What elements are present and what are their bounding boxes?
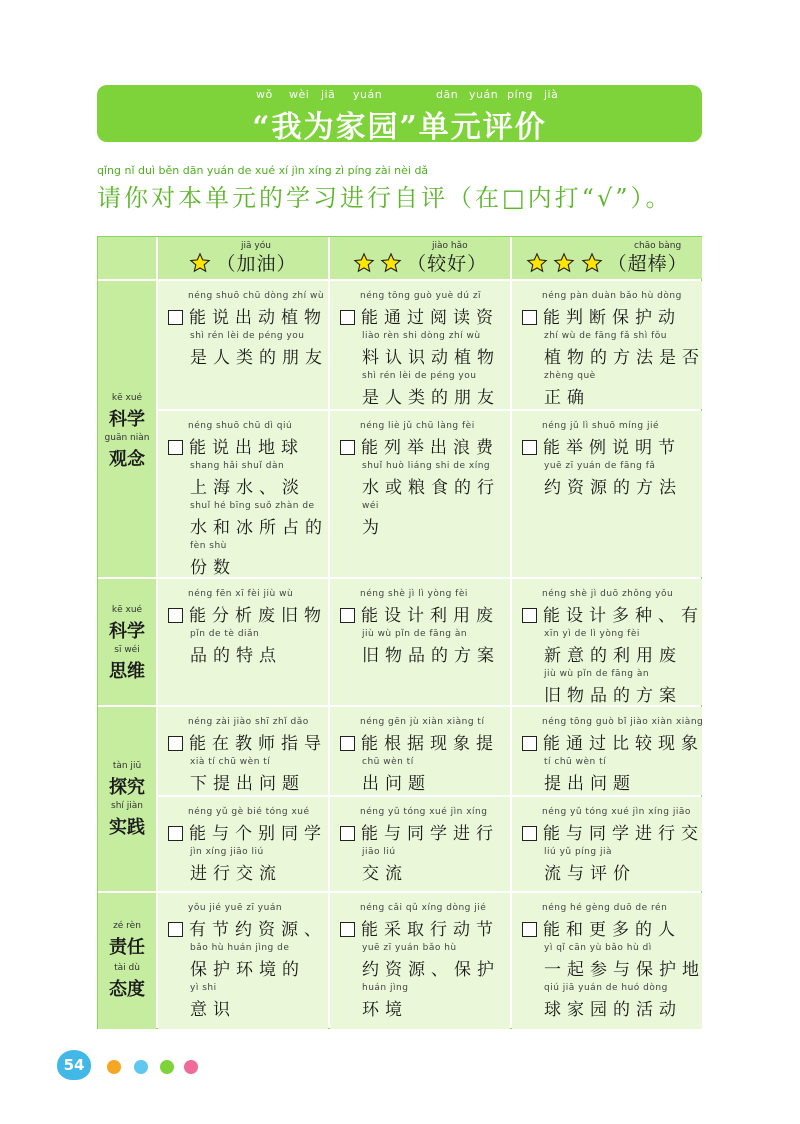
criteria-text: 能与同学进行 bbox=[361, 824, 499, 844]
header-pinyin: jiào hǎo bbox=[432, 241, 468, 251]
criteria-text: 旧物品的方案 bbox=[362, 646, 500, 666]
checkbox[interactable] bbox=[522, 922, 537, 937]
criteria-text: 能根据现象提 bbox=[361, 734, 499, 754]
checkbox[interactable] bbox=[340, 826, 355, 841]
criteria-pinyin: jiù wù pǐn de fāng àn bbox=[362, 629, 468, 639]
criteria-pinyin: shì rén lèi de péng you bbox=[362, 371, 477, 381]
checkbox[interactable] bbox=[168, 608, 183, 623]
category-label: 科学 bbox=[109, 409, 145, 430]
criteria-text: 流与评价 bbox=[544, 864, 636, 884]
criteria-pinyin: yuē zī yuán bǎo hù bbox=[362, 943, 457, 953]
criteria-line bbox=[168, 303, 327, 328]
criteria-pinyin: huán jìng bbox=[362, 983, 409, 993]
criteria-line bbox=[340, 303, 499, 328]
criteria-line bbox=[522, 729, 704, 754]
title-pinyin: jià bbox=[544, 88, 559, 101]
criteria-cell bbox=[330, 281, 510, 409]
criteria-line bbox=[362, 769, 431, 794]
criteria-text: 正确 bbox=[544, 388, 590, 408]
criteria-text: 能在教师指导 bbox=[189, 734, 327, 754]
criteria-text: 有节约资源、 bbox=[189, 920, 327, 940]
criteria-line bbox=[340, 433, 499, 458]
criteria-pinyin: qiú jiā yuán de huó dòng bbox=[544, 983, 668, 993]
criteria-pinyin: wéi bbox=[362, 501, 379, 511]
criteria-line bbox=[544, 473, 682, 498]
category-label: 观念 bbox=[109, 449, 145, 470]
criteria-line bbox=[168, 729, 327, 754]
criteria-line bbox=[522, 915, 681, 940]
criteria-text: 能通过比较现象 bbox=[543, 734, 704, 754]
criteria-cell bbox=[512, 707, 702, 795]
star-icon bbox=[581, 252, 603, 274]
category-cell bbox=[98, 579, 156, 705]
criteria-cell bbox=[158, 707, 328, 795]
criteria-pinyin: néng cǎi qǔ xíng dòng jié bbox=[360, 903, 487, 913]
criteria-line bbox=[544, 383, 590, 408]
checkbox[interactable] bbox=[522, 440, 537, 455]
star-icon bbox=[189, 252, 211, 274]
criteria-cell bbox=[512, 411, 702, 577]
header-col3 bbox=[512, 237, 702, 279]
category-pinyin: tàn jiū bbox=[112, 761, 142, 771]
criteria-text: 新意的利用废 bbox=[544, 646, 682, 666]
title-pinyin: yuán bbox=[353, 88, 383, 101]
title-banner bbox=[97, 85, 702, 145]
criteria-text: 意识 bbox=[190, 1000, 236, 1020]
criteria-text: 交流 bbox=[362, 864, 408, 884]
decorative-dot bbox=[160, 1060, 174, 1074]
criteria-line bbox=[168, 433, 304, 458]
criteria-line bbox=[362, 473, 500, 498]
criteria-line bbox=[362, 513, 385, 538]
criteria-cell bbox=[512, 797, 702, 891]
criteria-pinyin: yǒu jié yuē zī yuán bbox=[188, 903, 283, 913]
title-pinyin: wèi bbox=[289, 88, 310, 101]
header-label: （超棒） bbox=[607, 253, 688, 275]
criteria-pinyin: zhí wù de fāng fǎ shì fǒu bbox=[544, 331, 667, 341]
criteria-text: 上海水、淡 bbox=[190, 478, 305, 498]
criteria-pinyin: néng shè jì lì yòng fèi bbox=[360, 589, 468, 599]
criteria-line bbox=[544, 769, 636, 794]
criteria-text: 能与同学进行交 bbox=[543, 824, 704, 844]
checkbox[interactable] bbox=[522, 826, 537, 841]
criteria-pinyin: xià tí chū wèn tí bbox=[190, 757, 271, 767]
criteria-text: 能通过阅读资 bbox=[361, 308, 499, 328]
criteria-pinyin: jiù wù pǐn de fāng àn bbox=[544, 669, 650, 679]
criteria-text: 能分析废旧物 bbox=[189, 606, 327, 626]
criteria-text: 出问题 bbox=[362, 774, 431, 794]
decorative-dot bbox=[184, 1060, 198, 1074]
star-icon bbox=[526, 252, 548, 274]
category-label: 思维 bbox=[109, 661, 145, 682]
criteria-pinyin: liú yǔ píng jià bbox=[544, 847, 612, 857]
criteria-text: 能和更多的人 bbox=[543, 920, 681, 940]
criteria-line bbox=[340, 819, 499, 844]
criteria-line bbox=[362, 995, 408, 1020]
criteria-line bbox=[168, 915, 327, 940]
category-label: 态度 bbox=[109, 979, 145, 1000]
criteria-cell bbox=[158, 579, 328, 705]
criteria-line bbox=[544, 343, 705, 368]
category-pinyin: tài dù bbox=[114, 963, 140, 973]
header-pinyin: jiā yóu bbox=[241, 241, 271, 251]
criteria-cell bbox=[512, 893, 705, 1029]
checkbox[interactable] bbox=[340, 310, 355, 325]
category-cell bbox=[98, 707, 156, 891]
criteria-pinyin: yì shi bbox=[190, 983, 217, 993]
criteria-pinyin: néng zài jiào shī zhǐ dǎo bbox=[188, 717, 309, 727]
criteria-text: 能列举出浪费 bbox=[361, 438, 499, 458]
criteria-text: 能判断保护动 bbox=[543, 308, 681, 328]
criteria-pinyin: néng fēn xī fèi jiù wù bbox=[188, 589, 294, 599]
checkbox[interactable] bbox=[340, 440, 355, 455]
criteria-cell bbox=[330, 411, 510, 577]
checkbox[interactable] bbox=[340, 608, 355, 623]
criteria-pinyin: néng yǔ tóng xué jìn xíng bbox=[360, 807, 488, 817]
criteria-line bbox=[362, 383, 500, 408]
criteria-text: 能与个别同学 bbox=[189, 824, 327, 844]
criteria-pinyin: shuǐ huò liáng shi de xíng bbox=[362, 461, 491, 471]
criteria-line bbox=[362, 955, 500, 980]
criteria-text: 是人类的朋友 bbox=[190, 348, 328, 368]
criteria-line bbox=[190, 955, 305, 980]
criteria-pinyin: pǐn de tè diǎn bbox=[190, 629, 260, 639]
category-pinyin: kē xué bbox=[111, 393, 143, 403]
header-corner bbox=[98, 237, 156, 279]
criteria-text: 能说出地球 bbox=[189, 438, 304, 458]
criteria-text: 保护环境的 bbox=[190, 960, 305, 980]
criteria-text: 品的特点 bbox=[190, 646, 282, 666]
criteria-pinyin: néng shè jì duō zhǒng yǒu bbox=[542, 589, 674, 599]
criteria-text: 能采取行动节 bbox=[361, 920, 499, 940]
title-pinyin: yuán bbox=[469, 88, 499, 101]
criteria-text: 环境 bbox=[362, 1000, 408, 1020]
category-label: 探究 bbox=[109, 777, 145, 798]
criteria-text: 植物的方法是否 bbox=[544, 348, 705, 368]
criteria-pinyin: bǎo hù huán jìng de bbox=[190, 943, 290, 953]
checkbox[interactable] bbox=[340, 736, 355, 751]
criteria-text: 能举例说明节 bbox=[543, 438, 681, 458]
criteria-line bbox=[362, 343, 500, 368]
criteria-line bbox=[190, 769, 305, 794]
criteria-cell bbox=[512, 579, 702, 705]
criteria-pinyin: tí chū wèn tí bbox=[544, 757, 607, 767]
title-pinyin: dān bbox=[436, 88, 459, 101]
criteria-pinyin: néng shuō chū dòng zhí wù bbox=[188, 291, 325, 301]
criteria-pinyin: néng hé gèng duō de rén bbox=[542, 903, 668, 913]
criteria-pinyin: jìn xíng jiāo liú bbox=[190, 847, 264, 857]
checkbox[interactable] bbox=[522, 310, 537, 325]
criteria-text: 进行交流 bbox=[190, 864, 282, 884]
category-pinyin: shí jiàn bbox=[111, 801, 143, 811]
criteria-line bbox=[340, 601, 499, 626]
criteria-line bbox=[362, 859, 408, 884]
category-cell bbox=[98, 281, 156, 577]
star-icon bbox=[353, 252, 375, 274]
criteria-text: 一起参与保护地 bbox=[544, 960, 705, 980]
criteria-pinyin: néng gēn jù xiàn xiàng tí bbox=[360, 717, 485, 727]
criteria-text: 能说出动植物 bbox=[189, 308, 327, 328]
criteria-line bbox=[190, 343, 328, 368]
decorative-dot bbox=[107, 1060, 121, 1074]
criteria-line bbox=[544, 955, 705, 980]
criteria-line bbox=[190, 553, 236, 578]
criteria-cell bbox=[330, 893, 510, 1029]
category-pinyin: zé rèn bbox=[113, 921, 141, 931]
criteria-cell bbox=[158, 893, 328, 1029]
criteria-line bbox=[190, 513, 328, 538]
criteria-text: 是人类的朋友 bbox=[362, 388, 500, 408]
criteria-line bbox=[190, 473, 305, 498]
criteria-line bbox=[522, 303, 681, 328]
checkbox[interactable] bbox=[168, 736, 183, 751]
criteria-text: 水或粮食的行 bbox=[362, 478, 500, 498]
checkbox[interactable] bbox=[168, 826, 183, 841]
criteria-text: 约资源的方法 bbox=[544, 478, 682, 498]
criteria-cell bbox=[158, 411, 328, 577]
criteria-text: 能设计多种、有 bbox=[543, 606, 704, 626]
category-label: 科学 bbox=[109, 621, 145, 642]
criteria-line bbox=[522, 601, 704, 626]
category-pinyin: sī wéi bbox=[114, 645, 140, 655]
criteria-text: 料认识动植物 bbox=[362, 348, 500, 368]
criteria-pinyin: néng yǔ tóng xué jìn xíng jiāo bbox=[542, 807, 691, 817]
page-title: “我为家园”单元评价 bbox=[252, 110, 547, 145]
criteria-text: 球家园的活动 bbox=[544, 1000, 682, 1020]
evaluation-table bbox=[97, 236, 705, 1029]
criteria-line bbox=[544, 681, 682, 706]
criteria-text: 水和冰所占的 bbox=[190, 518, 328, 538]
criteria-cell bbox=[330, 579, 510, 705]
category-pinyin: guān niàn bbox=[104, 433, 150, 443]
star-icon bbox=[553, 252, 575, 274]
criteria-pinyin: shì rén lèi de péng you bbox=[190, 331, 305, 341]
criteria-line bbox=[190, 859, 282, 884]
checkbox[interactable] bbox=[522, 736, 537, 751]
criteria-line bbox=[544, 641, 682, 666]
checkbox[interactable] bbox=[340, 922, 355, 937]
criteria-pinyin: yuē zī yuán de fāng fǎ bbox=[544, 461, 656, 471]
title-pinyin: píng bbox=[507, 88, 533, 101]
criteria-line bbox=[522, 433, 681, 458]
criteria-cell bbox=[158, 281, 328, 409]
criteria-text: 提出问题 bbox=[544, 774, 636, 794]
criteria-cell bbox=[158, 797, 328, 891]
criteria-line bbox=[522, 819, 704, 844]
checkbox[interactable] bbox=[168, 922, 183, 937]
checkbox[interactable] bbox=[168, 440, 183, 455]
criteria-cell bbox=[330, 797, 510, 891]
criteria-line bbox=[340, 915, 499, 940]
category-cell bbox=[98, 893, 156, 1029]
criteria-pinyin: liào rèn shi dòng zhí wù bbox=[362, 331, 481, 341]
star-icon bbox=[380, 252, 402, 274]
criteria-cell bbox=[330, 707, 510, 795]
criteria-pinyin: fèn shù bbox=[190, 541, 227, 551]
criteria-pinyin: néng tōng guò bǐ jiào xiàn xiàng bbox=[542, 717, 704, 727]
criteria-text: 约资源、保护 bbox=[362, 960, 500, 980]
criteria-pinyin: zhèng què bbox=[544, 371, 596, 381]
header-col1 bbox=[158, 237, 328, 279]
category-label: 责任 bbox=[109, 937, 145, 958]
header-col2 bbox=[330, 237, 510, 279]
category-pinyin: kē xué bbox=[111, 605, 143, 615]
criteria-pinyin: néng jǔ lì shuō míng jié bbox=[542, 421, 659, 431]
criteria-line bbox=[168, 601, 327, 626]
criteria-text: 为 bbox=[362, 518, 385, 538]
criteria-line bbox=[168, 819, 327, 844]
decorative-dot bbox=[134, 1060, 148, 1074]
category-label: 实践 bbox=[109, 817, 145, 838]
header-label: （加油） bbox=[216, 253, 297, 275]
criteria-pinyin: shuǐ hé bīng suǒ zhàn de bbox=[190, 501, 315, 511]
criteria-pinyin: néng pàn duàn bǎo hù dòng bbox=[542, 291, 682, 301]
criteria-pinyin: jiāo liú bbox=[362, 847, 396, 857]
checkbox[interactable] bbox=[522, 608, 537, 623]
criteria-pinyin: yì qǐ cān yù bǎo hù dì bbox=[544, 943, 652, 953]
criteria-line bbox=[544, 995, 682, 1020]
instruction-pinyin: qǐng nǐ duì běn dān yuán de xué xí jìn xíng zì píng zài nèi dǎ bbox=[97, 164, 429, 177]
criteria-pinyin: néng tōng guò yuè dú zī bbox=[360, 291, 482, 301]
criteria-pinyin: chū wèn tí bbox=[362, 757, 414, 767]
criteria-line bbox=[190, 641, 282, 666]
title-pinyin: jiā bbox=[321, 88, 336, 101]
checkbox[interactable] bbox=[168, 310, 183, 325]
criteria-line bbox=[544, 859, 636, 884]
criteria-pinyin: néng liè jǔ chū làng fèi bbox=[360, 421, 475, 431]
criteria-pinyin: xīn yì de lì yòng fèi bbox=[544, 629, 640, 639]
criteria-text: 下提出问题 bbox=[190, 774, 305, 794]
instruction-text: 请你对本单元的学习进行自评（在□内打“√”）。 bbox=[97, 184, 673, 212]
criteria-text: 份数 bbox=[190, 558, 236, 578]
page-number: 54 bbox=[57, 1050, 91, 1080]
criteria-text: 能设计利用废 bbox=[361, 606, 499, 626]
criteria-line bbox=[340, 729, 499, 754]
title-pinyin: wǒ bbox=[256, 88, 273, 101]
criteria-pinyin: néng yǔ gè bié tóng xué bbox=[188, 807, 310, 817]
criteria-pinyin: shang hǎi shuǐ dàn bbox=[190, 461, 285, 471]
header-label: （较好） bbox=[407, 253, 488, 275]
criteria-line bbox=[190, 995, 236, 1020]
criteria-pinyin: néng shuō chū dì qiú bbox=[188, 421, 293, 431]
criteria-cell bbox=[512, 281, 705, 409]
criteria-text: 旧物品的方案 bbox=[544, 686, 682, 706]
header-pinyin: chāo bàng bbox=[634, 241, 682, 251]
criteria-line bbox=[362, 641, 500, 666]
